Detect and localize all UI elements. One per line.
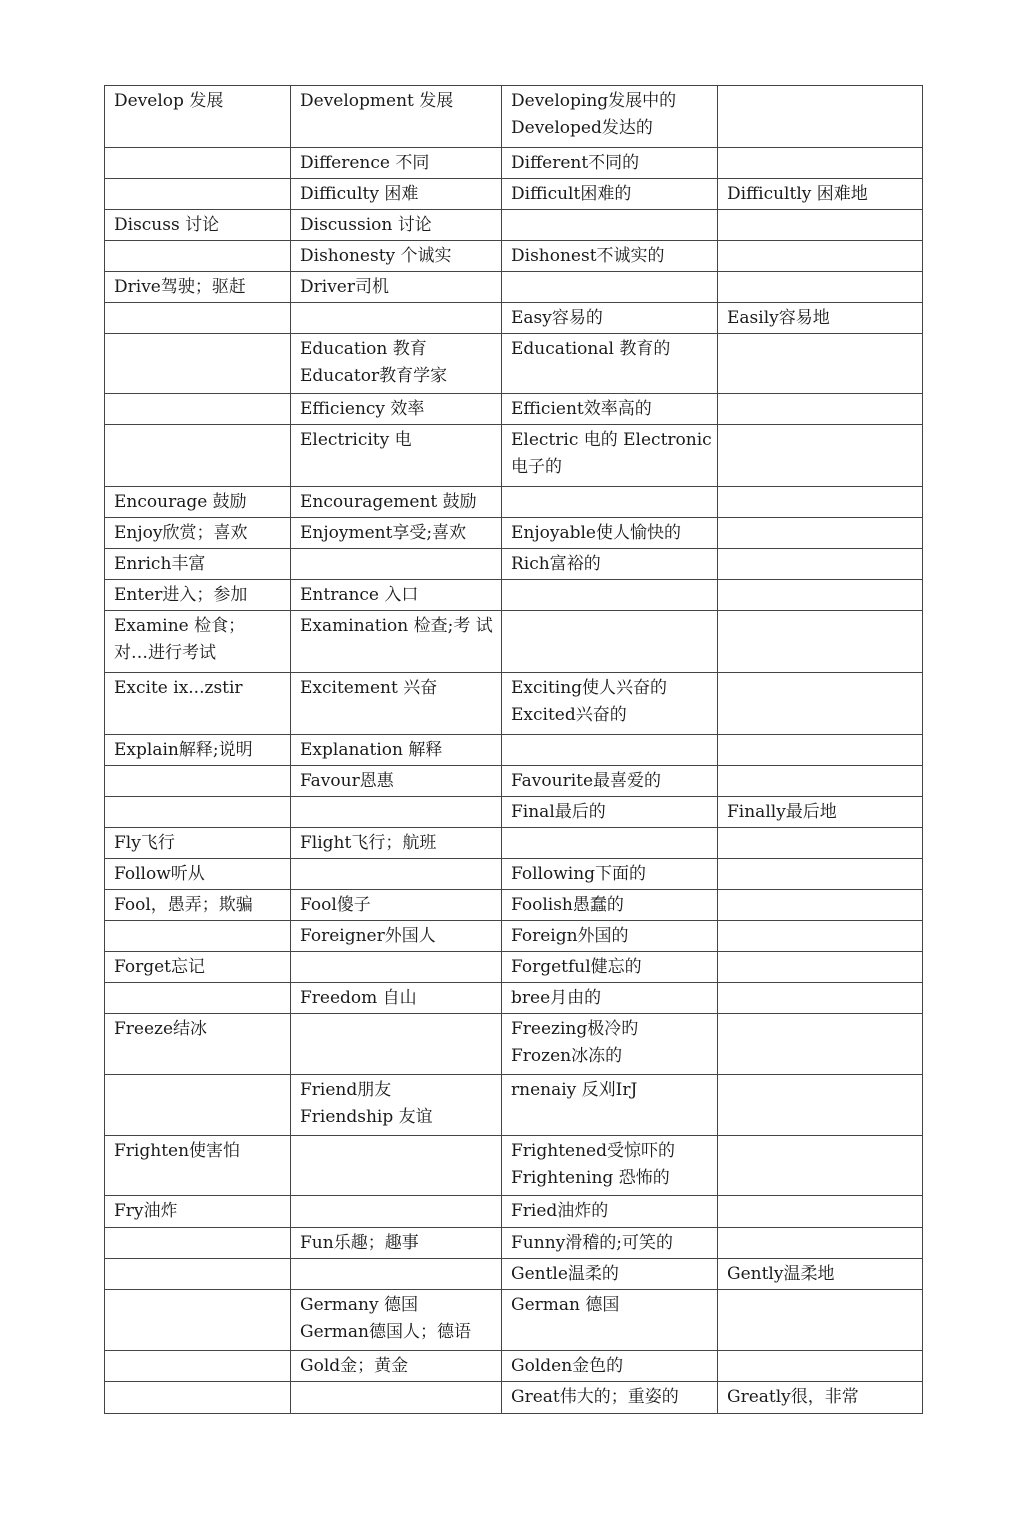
cell-text: Excitement 兴奋 <box>300 678 438 698</box>
cell-text: Explain解释;说明 <box>114 740 253 760</box>
table-cell-adjective <box>502 735 718 766</box>
cell-text: Frightening 恐怖的 <box>511 1168 670 1188</box>
cell-text: Difficultly 困难地 <box>727 184 868 204</box>
table-cell-adjective <box>502 1075 718 1136</box>
table-row <box>105 797 923 828</box>
table-cell-adjective <box>502 890 718 921</box>
table-row <box>105 1136 923 1196</box>
cell-text: Examination 检查;考 试 <box>300 616 493 636</box>
cell-text: Finally最后地 <box>727 802 837 822</box>
cell-text: Easy容易的 <box>511 308 603 328</box>
cell-text: Efficiency 效率 <box>300 399 425 419</box>
table-cell-verb <box>105 241 291 272</box>
table-cell-noun <box>291 394 502 425</box>
table-cell-adjective <box>502 518 718 549</box>
table-cell-noun <box>291 86 502 148</box>
cell-text: Greatly很，非常 <box>727 1387 859 1407</box>
cell-text: Freedom 自山 <box>300 988 417 1008</box>
cell-text: Fool傻子 <box>300 895 371 915</box>
cell-text: Funny滑稽的;可笑的 <box>511 1233 673 1253</box>
table-cell-verb <box>105 303 291 334</box>
table-cell-adjective <box>502 766 718 797</box>
table-row <box>105 303 923 334</box>
cell-text: Forget忘记 <box>114 957 206 977</box>
table-cell-noun <box>291 1075 502 1136</box>
table-cell-noun <box>291 890 502 921</box>
table-cell-verb <box>105 921 291 952</box>
table-cell-adverb <box>718 1259 923 1290</box>
table-row <box>105 1290 923 1351</box>
table-cell-verb <box>105 828 291 859</box>
table-row <box>105 983 923 1014</box>
cell-text: Fried油炸的 <box>511 1201 609 1221</box>
table-cell-adverb <box>718 303 923 334</box>
cell-text: Encourage 鼓励 <box>114 492 247 512</box>
table-cell-noun <box>291 241 502 272</box>
table-cell-verb <box>105 210 291 241</box>
table-cell-adjective <box>502 1290 718 1351</box>
table-row <box>105 828 923 859</box>
table-cell-noun <box>291 797 502 828</box>
table-cell-adjective <box>502 394 718 425</box>
table-cell-verb <box>105 1014 291 1075</box>
cell-text: Discussion 讨论 <box>300 215 432 235</box>
cell-text: Frightened受惊吓的 <box>511 1141 675 1161</box>
table-row <box>105 1259 923 1290</box>
table-cell-adjective <box>502 549 718 580</box>
cell-text: Gentle温柔的 <box>511 1264 619 1284</box>
table-cell-verb <box>105 334 291 394</box>
table-cell-noun <box>291 518 502 549</box>
table-cell-noun <box>291 580 502 611</box>
table-cell-noun <box>291 210 502 241</box>
cell-text: Dishonesty 个诚实 <box>300 246 452 266</box>
table-cell-adverb <box>718 148 923 179</box>
table-row <box>105 487 923 518</box>
table-cell-noun <box>291 148 502 179</box>
table-cell-adjective <box>502 611 718 673</box>
cell-text: Following下面的 <box>511 864 647 884</box>
table-cell-adjective <box>502 272 718 303</box>
table-cell-adjective <box>502 210 718 241</box>
table-cell-adjective <box>502 425 718 487</box>
table-cell-adverb <box>718 580 923 611</box>
table-cell-adjective <box>502 148 718 179</box>
table-cell-adverb <box>718 766 923 797</box>
table-cell-verb <box>105 148 291 179</box>
cell-text: Great伟大的；重姿的 <box>511 1387 679 1407</box>
cell-text: Fly飞行 <box>114 833 175 853</box>
table-cell-noun <box>291 1259 502 1290</box>
table-cell-adverb <box>718 1196 923 1228</box>
table-row <box>105 952 923 983</box>
table-cell-adjective <box>502 487 718 518</box>
table-cell-verb <box>105 952 291 983</box>
table-cell-adverb <box>718 673 923 735</box>
cell-text: Golden金色的 <box>511 1356 624 1376</box>
table-row <box>105 766 923 797</box>
table-cell-adjective <box>502 859 718 890</box>
cell-text: Rich富裕的 <box>511 554 601 574</box>
table-cell-noun <box>291 983 502 1014</box>
table-cell-verb <box>105 86 291 148</box>
table-cell-verb <box>105 735 291 766</box>
table-cell-adjective <box>502 673 718 735</box>
table-cell-adjective <box>502 1382 718 1414</box>
table-cell-adverb <box>718 86 923 148</box>
table-cell-adverb <box>718 210 923 241</box>
table-row <box>105 272 923 303</box>
cell-text: Freezing极冷旳 <box>511 1019 639 1039</box>
cell-text: Fun乐趣；趣事 <box>300 1233 419 1253</box>
table-cell-noun <box>291 1196 502 1228</box>
table-cell-noun <box>291 921 502 952</box>
cell-text: Favourite最喜爱的 <box>511 771 662 791</box>
table-cell-noun <box>291 425 502 487</box>
table-cell-adverb <box>718 859 923 890</box>
table-cell-verb <box>105 1196 291 1228</box>
table-cell-verb <box>105 766 291 797</box>
cell-text: Discuss 讨论 <box>114 215 220 235</box>
cell-text: German德国人；德语 <box>300 1322 471 1342</box>
cell-text: Fool，愚弄；欺骗 <box>114 895 253 915</box>
table-cell-adverb <box>718 890 923 921</box>
cell-text: Developed发达的 <box>511 118 653 138</box>
table-cell-noun <box>291 179 502 210</box>
cell-text: Gold金；黄金 <box>300 1356 409 1376</box>
table-row <box>105 334 923 394</box>
table-cell-verb <box>105 1382 291 1414</box>
table-row <box>105 921 923 952</box>
table-cell-verb <box>105 272 291 303</box>
cell-text: Favour恩惠 <box>300 771 394 791</box>
table-row <box>105 241 923 272</box>
cell-text: Development 发展 <box>300 91 454 111</box>
table-cell-adjective <box>502 86 718 148</box>
cell-text: Educator教育学家 <box>300 366 448 386</box>
table-cell-verb <box>105 983 291 1014</box>
cell-text: Difficulty 困难 <box>300 184 419 204</box>
cell-text: Foreign外国的 <box>511 926 629 946</box>
table-cell-adjective <box>502 303 718 334</box>
table-cell-noun <box>291 487 502 518</box>
table-cell-verb <box>105 580 291 611</box>
table-row <box>105 394 923 425</box>
table-cell-noun <box>291 1351 502 1382</box>
cell-text: Entrance 入口 <box>300 585 419 605</box>
table-cell-adjective <box>502 952 718 983</box>
table-cell-adjective <box>502 1228 718 1259</box>
cell-text: Encouragement 鼓励 <box>300 492 477 512</box>
cell-text: 电子的 <box>511 457 562 477</box>
table-cell-verb <box>105 1228 291 1259</box>
table-cell-noun <box>291 673 502 735</box>
table-cell-adjective <box>502 1136 718 1196</box>
table-cell-verb <box>105 890 291 921</box>
table-row <box>105 859 923 890</box>
cell-text: Enjoy欣赏；喜欢 <box>114 523 248 543</box>
table-row <box>105 735 923 766</box>
table-cell-verb <box>105 673 291 735</box>
table-cell-adverb <box>718 1290 923 1351</box>
table-row <box>105 1196 923 1228</box>
table-cell-verb <box>105 487 291 518</box>
table-cell-noun <box>291 1136 502 1196</box>
table-cell-adjective <box>502 580 718 611</box>
table-cell-verb <box>105 859 291 890</box>
table-cell-noun <box>291 303 502 334</box>
table-cell-adverb <box>718 425 923 487</box>
table-cell-adjective <box>502 1351 718 1382</box>
cell-text: Flight飞行；航班 <box>300 833 437 853</box>
vocabulary-table-body <box>105 86 923 1414</box>
table-cell-adverb <box>718 1382 923 1414</box>
cell-text: rnenaiy 反刈IrJ <box>511 1080 638 1100</box>
table-cell-noun <box>291 766 502 797</box>
cell-text: Excite ix...zstir <box>114 678 243 698</box>
table-cell-adverb <box>718 797 923 828</box>
table-cell-noun <box>291 859 502 890</box>
cell-text: Exciting使人兴奋的 <box>511 678 668 698</box>
table-cell-adverb <box>718 1351 923 1382</box>
table-row <box>105 425 923 487</box>
cell-text: Efficient效率高的 <box>511 399 652 419</box>
table-cell-adjective <box>502 1196 718 1228</box>
cell-text: Explanation 解释 <box>300 740 443 760</box>
table-row <box>105 549 923 580</box>
vocabulary-table <box>104 85 923 1414</box>
table-cell-noun <box>291 1290 502 1351</box>
table-cell-adverb <box>718 1014 923 1075</box>
cell-text: Frozen冰冻的 <box>511 1046 623 1066</box>
table-cell-adverb <box>718 952 923 983</box>
table-row <box>105 1075 923 1136</box>
table-cell-adverb <box>718 549 923 580</box>
cell-text: Fry油炸 <box>114 1201 178 1221</box>
cell-text: Develop 发展 <box>114 91 224 111</box>
table-cell-adjective <box>502 334 718 394</box>
table-cell-adverb <box>718 272 923 303</box>
table-cell-adverb <box>718 611 923 673</box>
table-cell-adverb <box>718 241 923 272</box>
cell-text: Enter进入；参加 <box>114 585 248 605</box>
table-cell-adverb <box>718 1228 923 1259</box>
cell-text: Different不同的 <box>511 153 640 173</box>
table-cell-noun <box>291 549 502 580</box>
table-cell-noun <box>291 735 502 766</box>
cell-text: Examine 检食； <box>114 616 246 636</box>
table-cell-verb <box>105 518 291 549</box>
table-cell-adverb <box>718 828 923 859</box>
table-row <box>105 1228 923 1259</box>
cell-text: 对…进行考试 <box>114 643 216 663</box>
table-cell-noun <box>291 611 502 673</box>
table-row <box>105 1382 923 1414</box>
table-cell-noun <box>291 1228 502 1259</box>
table-cell-verb <box>105 394 291 425</box>
table-cell-verb <box>105 1290 291 1351</box>
table-row <box>105 148 923 179</box>
table-cell-adverb <box>718 983 923 1014</box>
cell-text: Drive驾驶；驱赶 <box>114 277 246 297</box>
cell-text: German 德国 <box>511 1295 620 1315</box>
table-row <box>105 1351 923 1382</box>
cell-text: Forgetful健忘的 <box>511 957 642 977</box>
cell-text: Foolish愚蠢的 <box>511 895 624 915</box>
table-cell-noun <box>291 1382 502 1414</box>
table-cell-adverb <box>718 1075 923 1136</box>
cell-text: Difference 不同 <box>300 153 430 173</box>
cell-text: Freeze结冰 <box>114 1019 208 1039</box>
table-cell-verb <box>105 797 291 828</box>
table-cell-verb <box>105 1075 291 1136</box>
table-cell-noun <box>291 952 502 983</box>
cell-text: Frighten使害怕 <box>114 1141 241 1161</box>
table-row <box>105 86 923 148</box>
table-row <box>105 1014 923 1075</box>
table-cell-adjective <box>502 983 718 1014</box>
table-cell-adverb <box>718 518 923 549</box>
table-row <box>105 580 923 611</box>
table-cell-adjective <box>502 921 718 952</box>
cell-text: Excited兴奋的 <box>511 705 627 725</box>
cell-text: Enjoyable使人愉快的 <box>511 523 681 543</box>
table-cell-noun <box>291 828 502 859</box>
table-cell-verb <box>105 1259 291 1290</box>
cell-text: bree月由的 <box>511 988 602 1008</box>
cell-text: Foreigner外国人 <box>300 926 436 946</box>
table-cell-verb <box>105 179 291 210</box>
cell-text: Germany 德国 <box>300 1295 418 1315</box>
cell-text: Dishonest不诚实的 <box>511 246 665 266</box>
table-cell-adjective <box>502 179 718 210</box>
table-cell-noun <box>291 272 502 303</box>
table-cell-adjective <box>502 1014 718 1075</box>
table-row <box>105 673 923 735</box>
table-cell-adverb <box>718 394 923 425</box>
table-cell-adjective <box>502 1259 718 1290</box>
cell-text: Gently温柔地 <box>727 1264 835 1284</box>
table-cell-adjective <box>502 241 718 272</box>
table-cell-verb <box>105 611 291 673</box>
table-cell-adverb <box>718 735 923 766</box>
table-cell-noun <box>291 1014 502 1075</box>
cell-text: Friend朋友 <box>300 1080 392 1100</box>
table-cell-adverb <box>718 179 923 210</box>
cell-text: Education 教育 <box>300 339 427 359</box>
table-cell-adverb <box>718 334 923 394</box>
cell-text: Educational 教育的 <box>511 339 671 359</box>
table-cell-verb <box>105 549 291 580</box>
cell-text: Enrich丰富 <box>114 554 206 574</box>
table-cell-adjective <box>502 797 718 828</box>
cell-text: Electricity 电 <box>300 430 412 450</box>
table-cell-adverb <box>718 1136 923 1196</box>
cell-text: Final最后的 <box>511 802 606 822</box>
table-cell-adjective <box>502 828 718 859</box>
table-row <box>105 611 923 673</box>
table-cell-adverb <box>718 487 923 518</box>
cell-text: Friendship 友谊 <box>300 1107 433 1127</box>
table-cell-adverb <box>718 921 923 952</box>
cell-text: Enjoyment享受;喜欢 <box>300 523 467 543</box>
table-row <box>105 179 923 210</box>
cell-text: Driver司机 <box>300 277 389 297</box>
cell-text: Difficult困难的 <box>511 184 632 204</box>
cell-text: Follow听从 <box>114 864 205 884</box>
table-cell-verb <box>105 425 291 487</box>
table-cell-verb <box>105 1351 291 1382</box>
table-row <box>105 890 923 921</box>
cell-text: Electric 电的 Electronic <box>511 430 712 450</box>
table-row <box>105 518 923 549</box>
table-row <box>105 210 923 241</box>
table-cell-noun <box>291 334 502 394</box>
cell-text: Easily容易地 <box>727 308 830 328</box>
table-cell-verb <box>105 1136 291 1196</box>
cell-text: Developing发展中的 <box>511 91 677 111</box>
